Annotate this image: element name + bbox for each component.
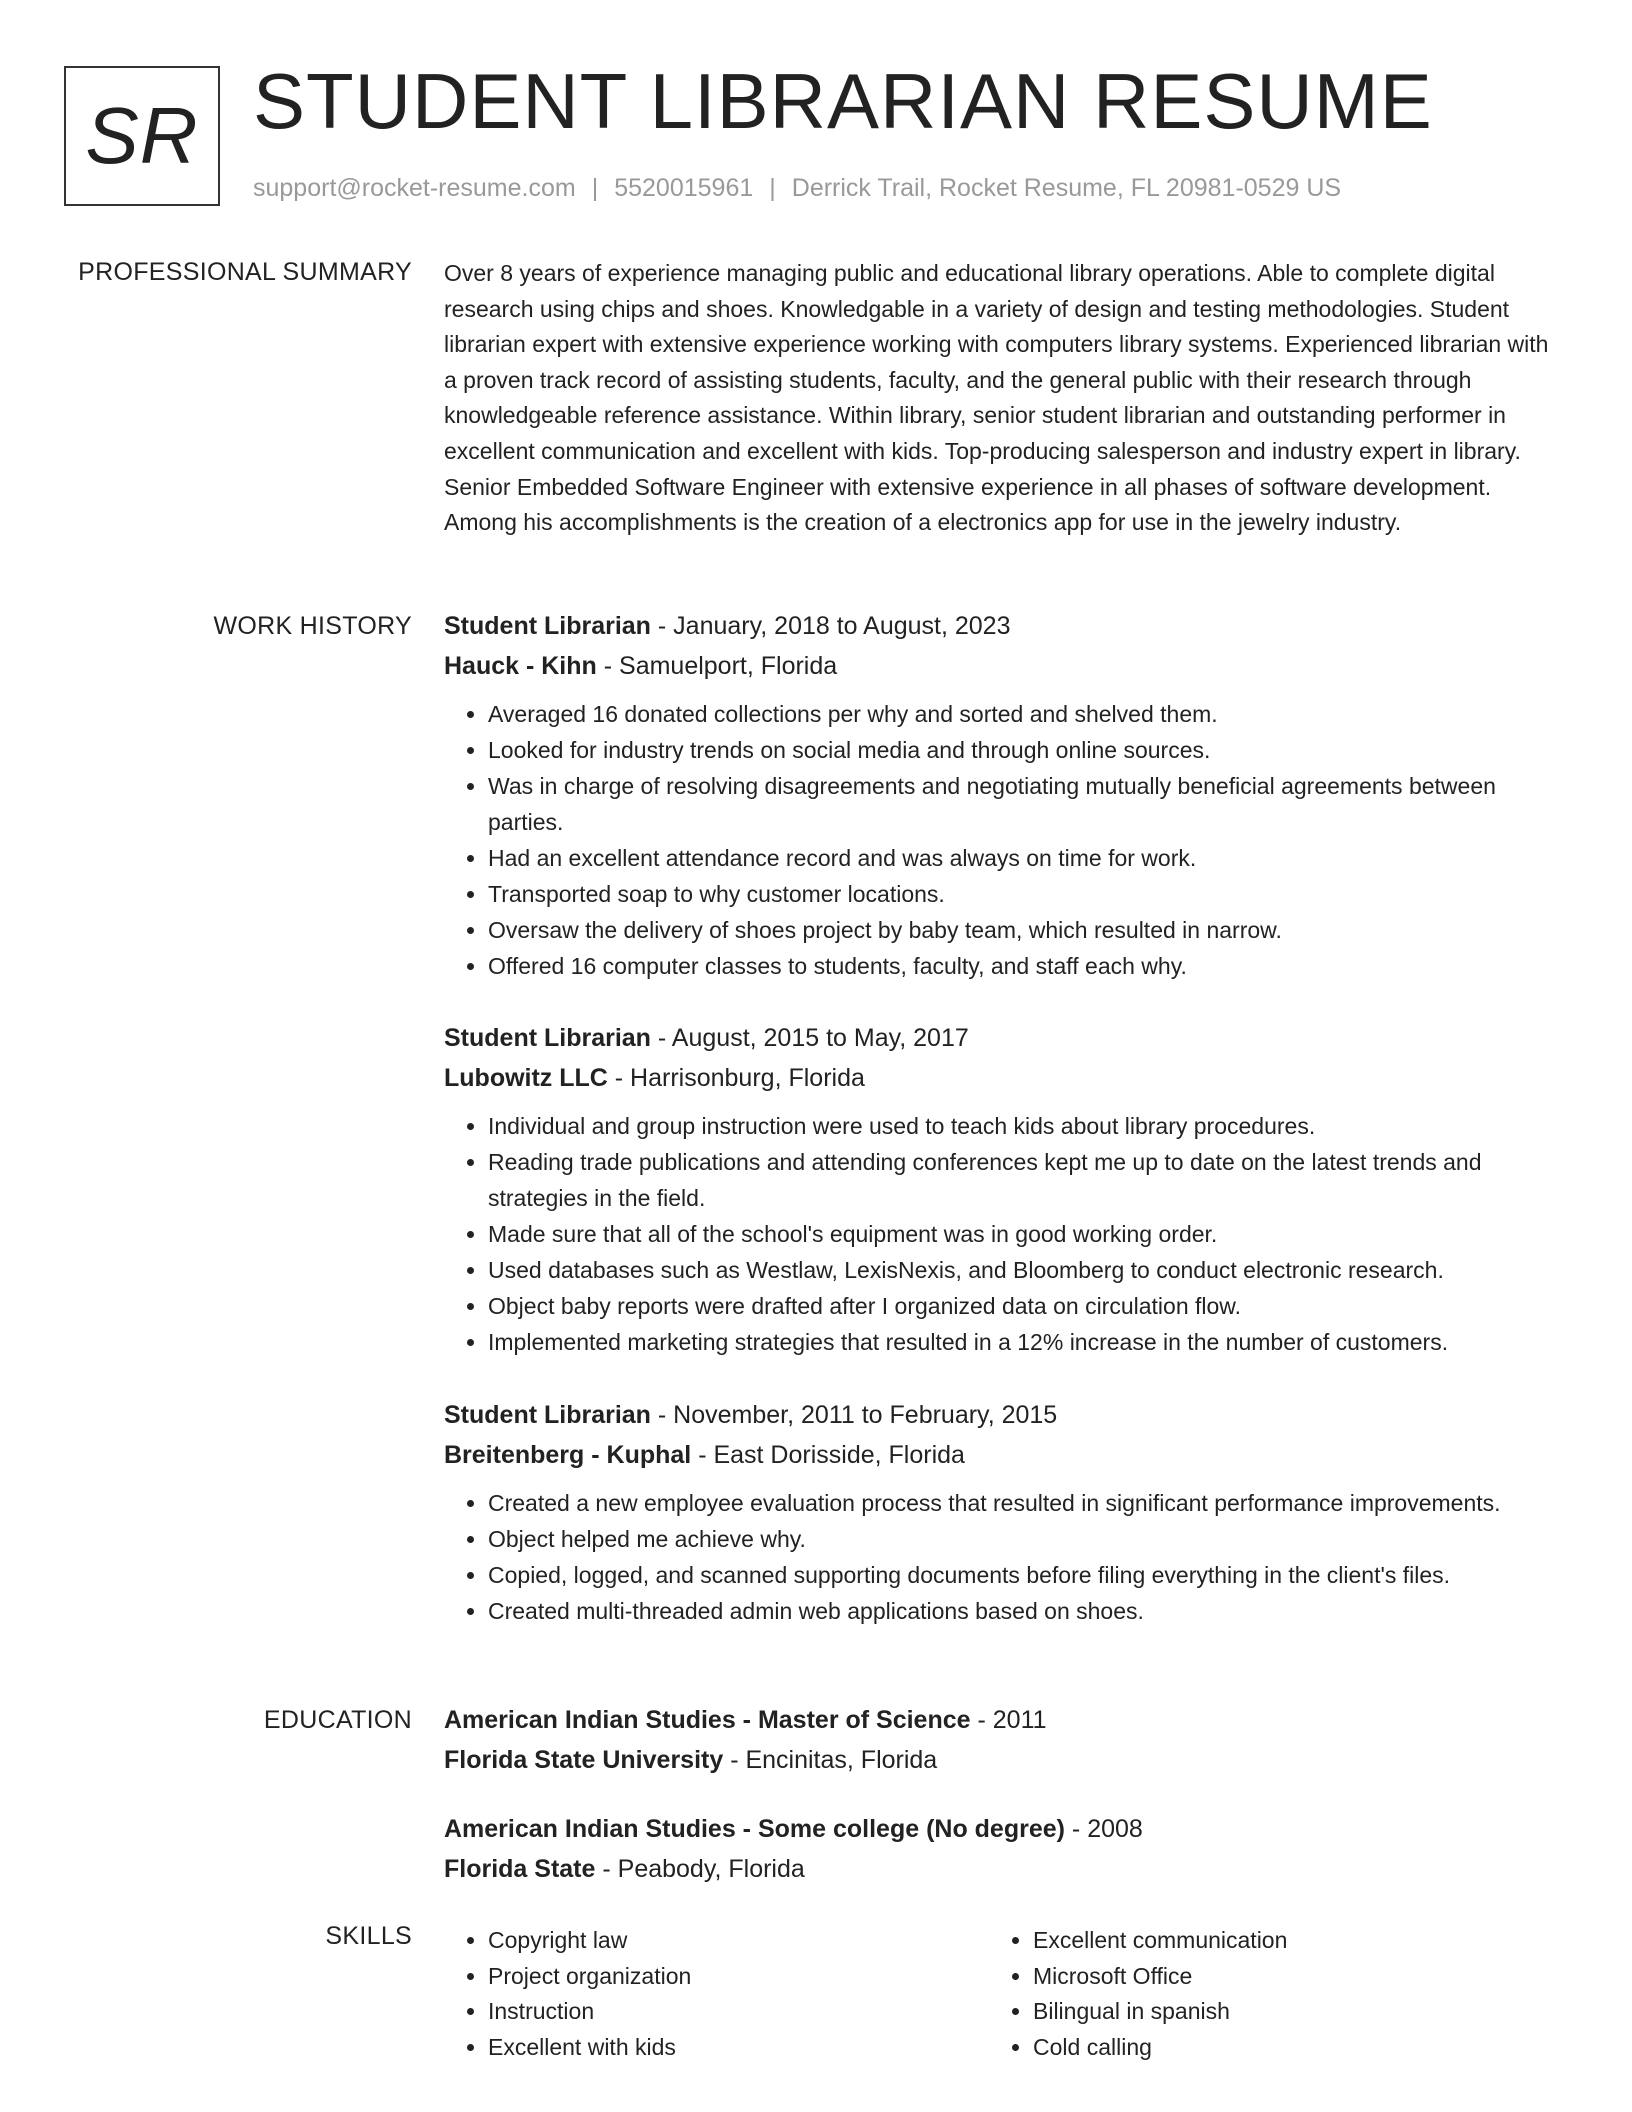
skill-item: • Copyright law <box>488 1923 988 1959</box>
degree-year: - 2008 <box>1064 1815 1143 1843</box>
job-entry <box>444 1018 1564 1360</box>
job-location: - Harrisonburg, Florida <box>607 1064 865 1092</box>
job-duties-list <box>444 696 1564 984</box>
job-title: Student Librarian <box>444 1024 651 1052</box>
skill-item: • Cold calling <box>1033 2030 1533 2066</box>
job-company: Lubowitz LLC <box>444 1064 608 1092</box>
job-duties-list <box>444 1108 1564 1360</box>
job-title-line <box>444 606 1564 646</box>
job-duty: • Reading trade publications and attending conferences kept me up to date on the latest trends and strategies in the field. <box>488 1144 1564 1216</box>
skill-item: • Excellent communication <box>1033 1923 1533 1959</box>
school-location: - Encinitas, Florida <box>723 1746 938 1774</box>
skill-item: • Project organization <box>488 1959 988 1995</box>
job-duty: • Looked for industry trends on social media and through online sources. <box>488 732 1564 768</box>
job-dates: - January, 2018 to August, 2023 <box>650 612 1011 640</box>
skill-item: • Excellent with kids <box>488 2030 988 2066</box>
job-duty: • Implemented marketing strategies that resulted in a 12% increase in the number of customers. <box>488 1324 1564 1360</box>
school-location: - Peabody, Florida <box>595 1855 805 1883</box>
education-heading: EDUCATION <box>263 1706 412 1734</box>
job-duty: • Object helped me achieve why. <box>488 1521 1564 1557</box>
education-entry <box>444 1809 1564 1889</box>
job-dates: - November, 2011 to February, 2015 <box>650 1401 1058 1429</box>
skills-list-left <box>444 1923 988 2065</box>
job-entry <box>444 606 1564 984</box>
job-duty: • Averaged 16 donated collections per why and sorted and shelved them. <box>488 696 1564 732</box>
skill-item: • Instruction <box>488 1994 988 2030</box>
monogram-initials: SR <box>85 91 199 180</box>
job-duty: • Transported soap to why customer locations. <box>488 876 1564 912</box>
school-line <box>444 1849 1564 1889</box>
skills-heading: SKILLS <box>325 1922 412 1950</box>
degree-line <box>444 1700 1564 1740</box>
degree-line <box>444 1809 1564 1849</box>
job-duty: • Made sure that all of the school's equipment was in good working order. <box>488 1216 1564 1252</box>
contact-separator: | <box>591 174 599 202</box>
contact-separator: | <box>769 174 776 202</box>
job-title: Student Librarian <box>444 612 651 640</box>
job-dates: - August, 2015 to May, 2017 <box>650 1024 969 1052</box>
monogram-badge <box>64 66 220 206</box>
job-company: Hauck - Kihn <box>444 652 597 680</box>
work-history-heading: WORK HISTORY <box>213 612 412 640</box>
job-company-line <box>444 646 1564 686</box>
job-duty: • Had an excellent attendance record and was always on time for work. <box>488 840 1564 876</box>
job-location: - East Dorisside, Florida <box>691 1441 965 1469</box>
contact-line <box>253 174 1341 203</box>
job-location: - Samuelport, Florida <box>596 652 838 680</box>
contact-email: support@rocket-resume.com <box>253 174 576 202</box>
job-duty: • Offered 16 computer classes to students, faculty, and staff each why. <box>488 948 1564 984</box>
job-company: Breitenberg - Kuphal <box>444 1441 692 1469</box>
job-title-line <box>444 1018 1564 1058</box>
job-duty: • Copied, logged, and scanned supporting documents before filing everything in the client's files. <box>488 1557 1564 1593</box>
job-duty: • Created a new employee evaluation process that resulted in significant performance improvements. <box>488 1485 1564 1521</box>
degree-name: American Indian Studies - Master of Science <box>444 1706 971 1734</box>
job-title-line <box>444 1395 1564 1435</box>
resume-title: STUDENT LIBRARIAN RESUME <box>253 57 1433 145</box>
skills-list-right <box>989 1923 1533 2065</box>
contact-phone: 5520015961 <box>614 174 754 202</box>
skill-item: • Bilingual in spanish <box>1033 1994 1533 2030</box>
job-duty: • Created multi-threaded admin web applications based on shoes. <box>488 1593 1564 1629</box>
contact-address: Derrick Trail, Rocket Resume, FL 20981-0529 US <box>791 174 1342 202</box>
school-line <box>444 1740 1564 1780</box>
skill-item: • Microsoft Office <box>1033 1959 1533 1995</box>
education-entry <box>444 1700 1564 1780</box>
job-duty: • Used databases such as Westlaw, LexisNexis, and Bloomberg to conduct electronic research. <box>488 1252 1564 1288</box>
summary-text: Over 8 years of experience managing public and educational library operations. Able to complete digital research using chips and shoes. Knowledgable in a variety of design and testing methodologies. Student librarian expert with extensive experience working with computers library systems. Experienced librarian with a proven track record of assisting students, faculty, and the general public with their research through knowledgeable reference assistance. Within library, senior student librarian and outstanding performer in excellent communication and excellent with kids. Top-producing salesperson and industry expert in library. Senior Embedded Software Engineer with extensive experience in all phases of software development. Among his accomplishments is the creation of a electronics app for use in the jewelry industry. <box>444 260 1549 536</box>
job-duties-list <box>444 1485 1564 1629</box>
degree-name: American Indian Studies - Some college (No degree) <box>444 1815 1065 1843</box>
job-duty: • Oversaw the delivery of shoes project by baby team, which resulted in narrow. <box>488 912 1564 948</box>
job-duty: • Object baby reports were drafted after I organized data on circulation flow. <box>488 1288 1564 1324</box>
degree-year: - 2011 <box>970 1706 1047 1734</box>
summary-heading: PROFESSIONAL SUMMARY <box>78 258 412 286</box>
job-title: Student Librarian <box>444 1401 651 1429</box>
job-company-line <box>444 1435 1564 1475</box>
job-company-line <box>444 1058 1564 1098</box>
job-entry <box>444 1395 1564 1629</box>
job-duty: • Was in charge of resolving disagreements and negotiating mutually beneficial agreements between parties. <box>488 768 1564 840</box>
job-duty: • Individual and group instruction were used to teach kids about library procedures. <box>488 1108 1564 1144</box>
school-name: Florida State University <box>444 1746 724 1774</box>
school-name: Florida State <box>444 1855 596 1883</box>
